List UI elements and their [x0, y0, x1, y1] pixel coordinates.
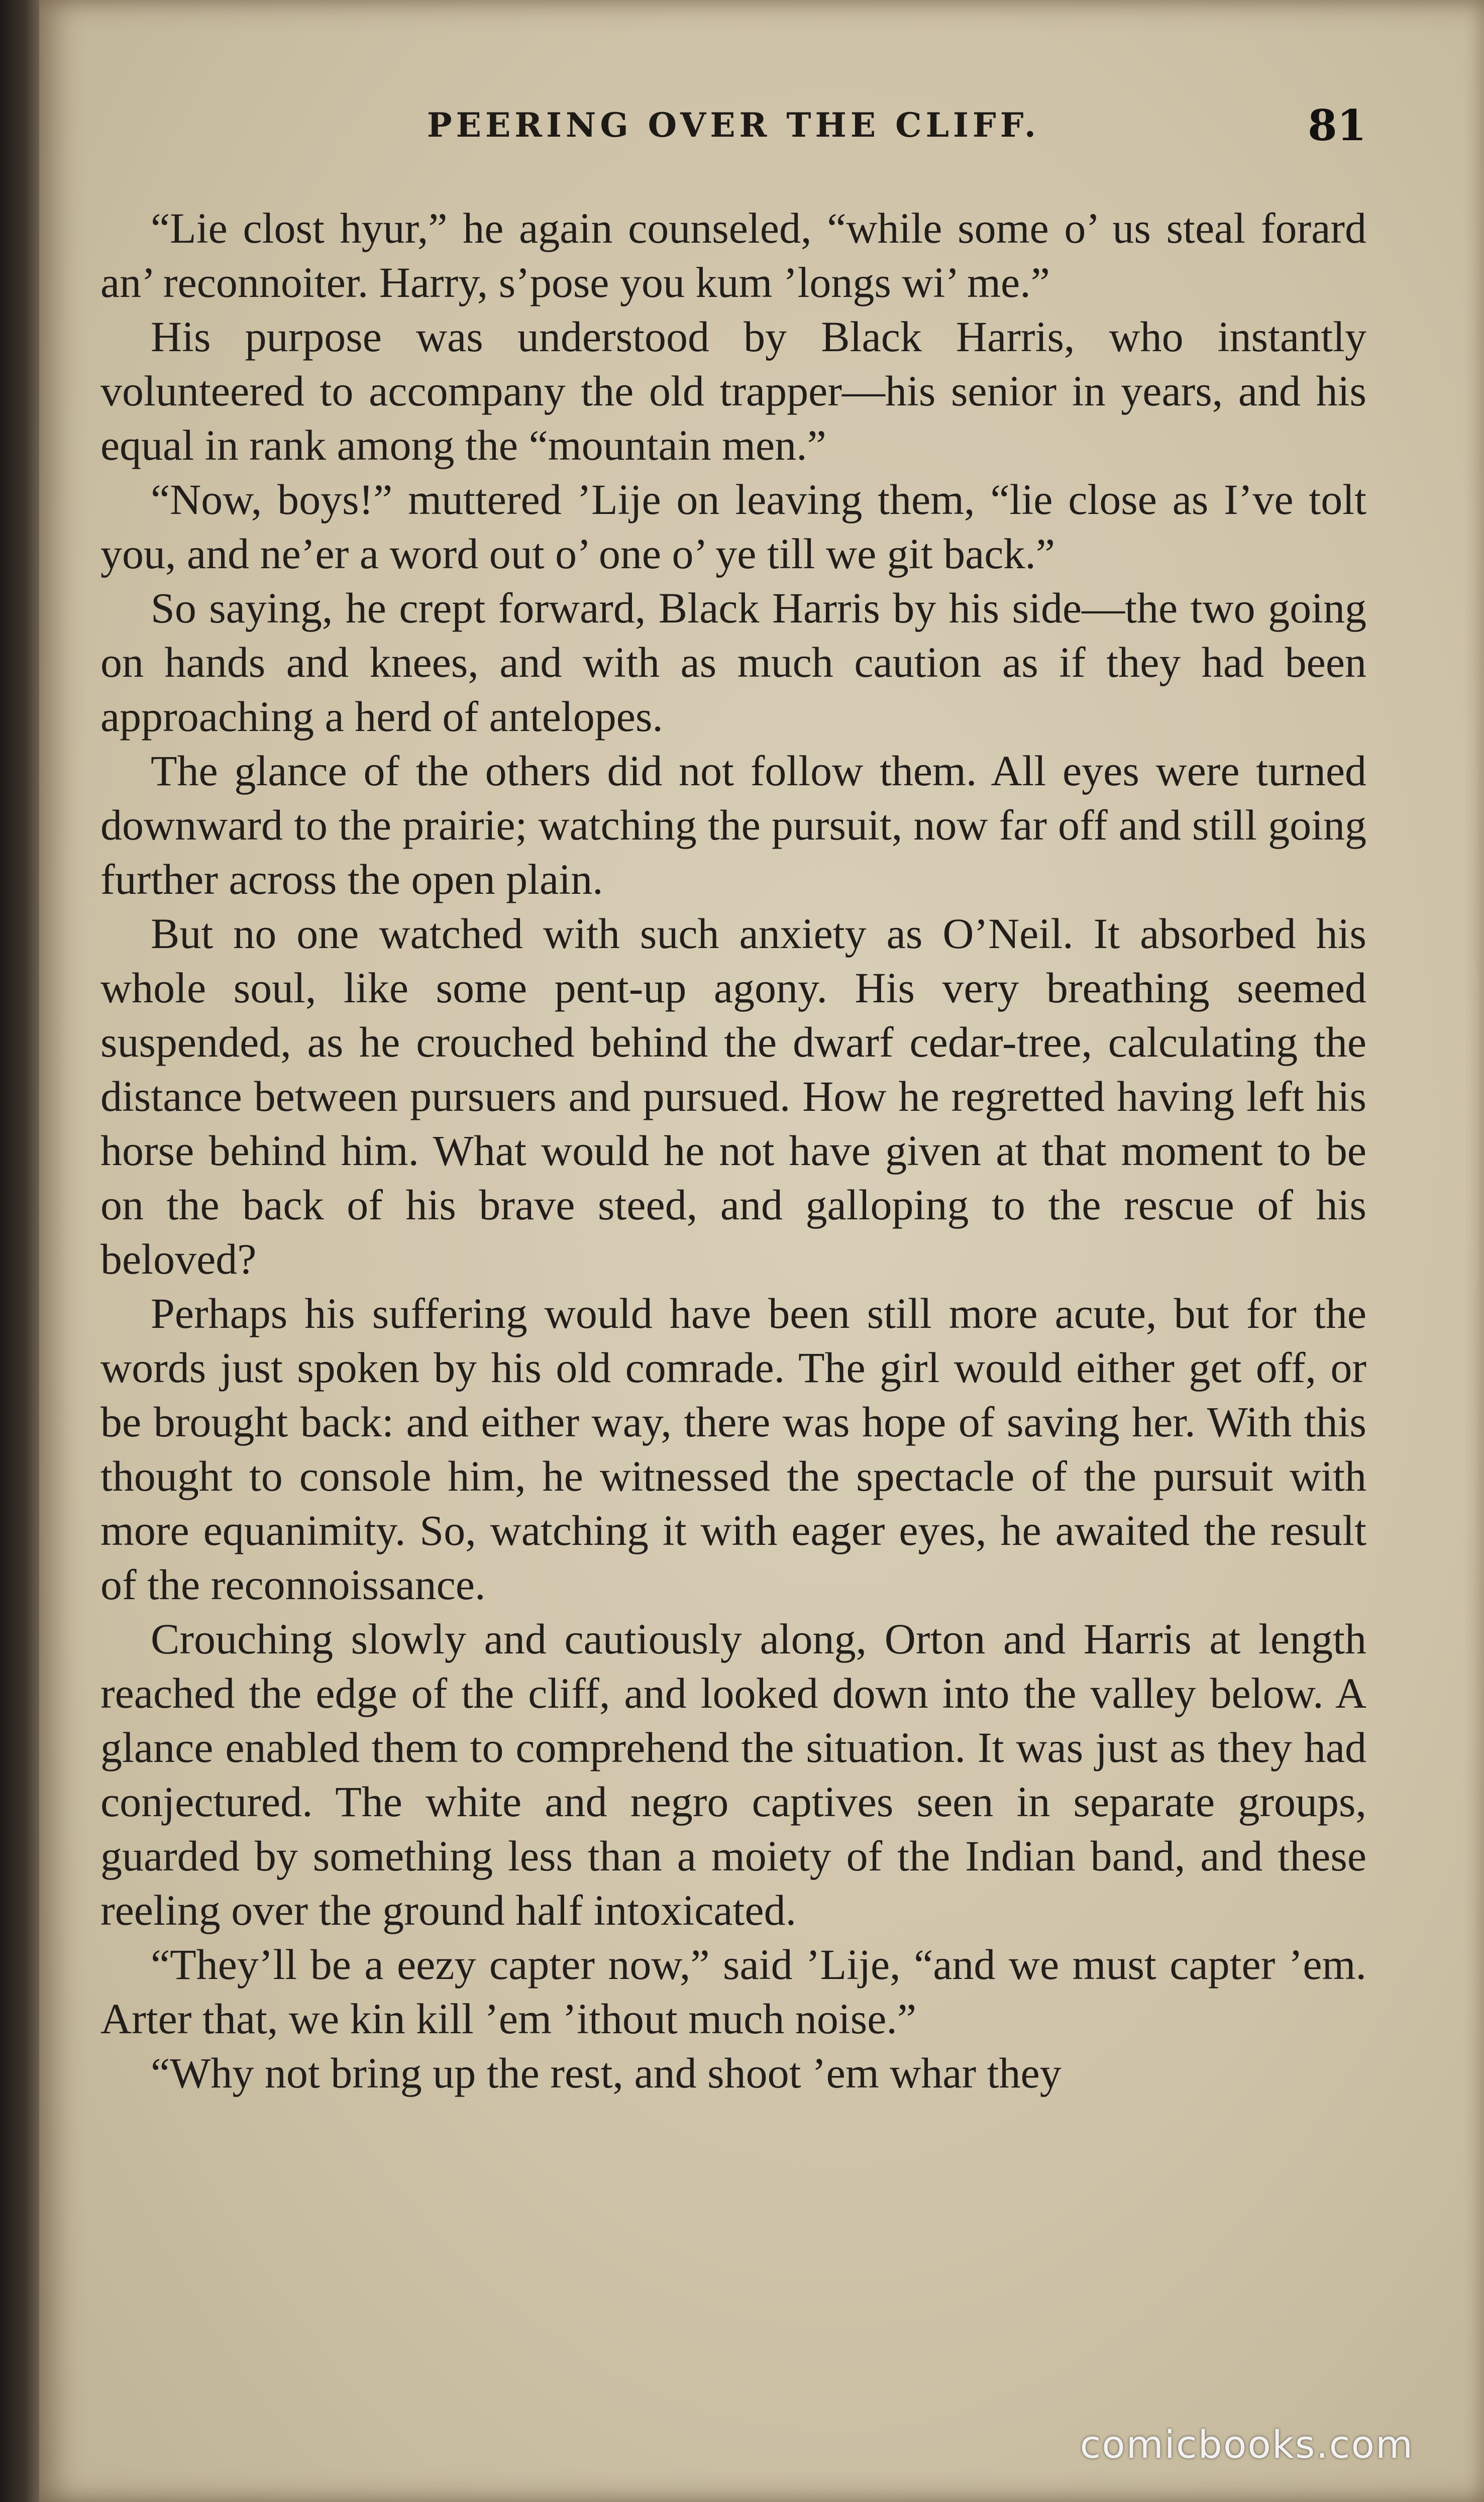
paragraph: “Lie clost hyur,” he again counseled, “while some o’ us steal forard an’ reconnoiter. Harry, s’pose you kum ’longs wi’ me.”: [100, 204, 1366, 306]
running-head: [100, 100, 1366, 166]
paragraph: His purpose was understood by Black Harris, who instantly volunteered to accompany the old trapper—his senior in years, and his equal in rank among the “mountain men.”: [100, 312, 1366, 469]
paragraph: “Why not bring up the rest, and shoot ’em whar they: [151, 2049, 1062, 2097]
paragraph: Crouching slowly and cautiously along, Orton and Harris at length reached the edge of the cliff, and looked down into the valley below. A glance enabled them to comprehend the situation. It was just as they had conjectured. The white and negro captives seen in separate groups, guarded by something less than a moiety of the Indian band, and these reeling over the ground half intoxicated.: [100, 1615, 1366, 1934]
paragraph: The glance of the others did not follow them. All eyes were turned downward to the prairie; watching the pursuit, now far off and still going further across the open plain.: [100, 747, 1366, 903]
body-text: [100, 201, 1366, 2100]
paragraph: “They’ll be a eezy capter now,” said ’Lije, “and we must capter ’em. Arter that, we kin kill ’em ’ithout much noise.”: [100, 1940, 1366, 2043]
book-gutter: [0, 0, 40, 2502]
page-number: 81: [1308, 100, 1366, 150]
watermark: comicbooks.com: [1080, 2422, 1414, 2467]
paragraph: Perhaps his suffering would have been still more acute, but for the words just spoken by his old comrade. The girl would either get off, or be brought back: and either way, there was hope of saving her. With this thought to console him, he witnessed the spectacle of the pursuit with more equanimity. So, watching it with eager eyes, he awaited the result of the reconnoissance.: [100, 1289, 1366, 1609]
running-title: PEERING OVER THE CLIFF.: [427, 106, 1040, 145]
paragraph: So saying, he crept forward, Black Harris by his side—the two going on hands and knees, and with as much caution as if they had been approaching a herd of antelopes.: [100, 584, 1366, 741]
paragraph: “Now, boys!” muttered ’Lije on leaving them, “lie close as I’ve tolt you, and ne’er a word out o’ one o’ ye till we git back.”: [100, 475, 1366, 578]
paragraph: But no one watched with such anxiety as O’Neil. It absorbed his whole soul, like some pent-up agony. His very breathing seemed suspended, as he crouched behind the dwarf cedar-tree, calculating the distance between pursuers and pursued. How he regretted having left his horse behind him. What would he not have given at that moment to be on the back of his brave steed, and galloping to the rescue of his beloved?: [100, 909, 1366, 1283]
